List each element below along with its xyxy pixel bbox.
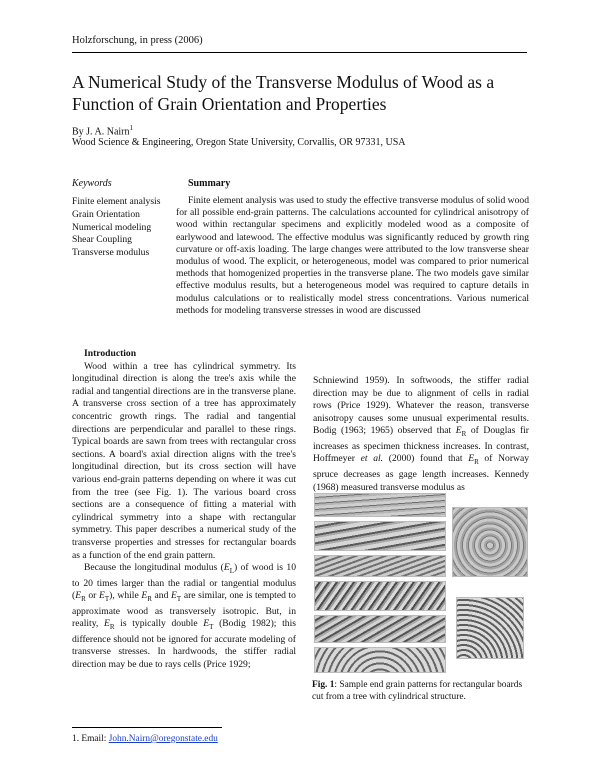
keywords-list xyxy=(72,196,160,260)
keyword-item: Finite element analysis xyxy=(72,196,161,207)
figure-1-caption xyxy=(312,680,530,703)
end-grain-sample-1 xyxy=(314,493,446,517)
subscript-T: T xyxy=(209,623,214,632)
subscript-T: T xyxy=(104,595,110,604)
symbol-E: E xyxy=(223,562,230,574)
symbol-E: E xyxy=(99,590,105,602)
email-link[interactable]: John.Nairn@oregonstate.edu xyxy=(108,734,218,744)
subscript-R: R xyxy=(147,595,152,604)
summary-text: Finite element analysis was used to study the effective transverse modulus of solid wood for all possible end-grain patterns. The calculations accounted for cylindrical anisotropy of wood within rectangular specimens and explicitly modeled wood as a composite of earlywood and latewood. The effective modulus was significantly reduced by growth ring curvature or off-axis loading. The large changes were attributed to the low transverse shear modulus of wood. The explicit, or heterogeneous, model was compared to prior numerical methods that homogenized properties in the transverse plane. The two models gave similar effective modulus results, but a heterogeneous model was required to capture details in modulus calculations or to realistically model stress concentrations. Various numerical methods for modeling transverse stresses in wood are discussed xyxy=(176,195,529,316)
introduction-heading: Introduction xyxy=(84,348,137,359)
end-grain-sample-2 xyxy=(314,521,446,551)
intro-paragraph-2-continued xyxy=(313,375,529,494)
footnote xyxy=(72,734,218,744)
intro-paragraph-1: Wood within a tree has cylindrical symmetry. Its longitudinal direction is along the tree's axis while the radial and tangential directions are in the transverse plane. A transverse cross section of a tree has approximately concentric growth rings. The radial and tangential directions are perpendicular and parallel to these rings. Typical boards are sawn from trees with rectangular cross sections. A board's axial direction aligns with the tree's longitudinal direction, but its cross section will have various end-grain patterns depending on where it was cut from the tree (see Fig. 1). The various board cross sections are a consequence of fitting a material with cylindrical symmetry into a shape with rectangular symmetry. This paper describes a numerical study of the transverse properties and stresses for rectangular boards as a function of the end grain pattern. xyxy=(72,360,296,561)
summary-heading: Summary xyxy=(188,178,231,189)
keyword-item: Shear Coupling xyxy=(72,234,132,246)
text-run: or xyxy=(85,590,100,602)
text-run: (Bodig 1982); this difference should not be ignored for accurate modeling of transverse stresses. In hardwoods, the stiffer radial direction may be due to rays cells (Price 1929; xyxy=(72,618,296,670)
author-footnote-mark: 1 xyxy=(129,124,133,132)
figure-label: Fig. 1 xyxy=(312,680,335,690)
subscript-R: R xyxy=(461,430,467,439)
text-run: is typically double xyxy=(114,618,204,630)
subscript-R: R xyxy=(109,623,115,632)
text-run: ) of wood is 10 to 20 times larger than the radial or tangential modulus ( xyxy=(72,562,297,602)
footnote-rule xyxy=(72,727,222,728)
text-run: (2000) found that xyxy=(383,453,469,465)
left-column xyxy=(72,348,296,672)
subscript-L: L xyxy=(229,567,234,575)
keyword-item: Grain Orientation xyxy=(72,208,140,220)
intro-paragraph-2 xyxy=(72,562,296,671)
symbol-E: E xyxy=(468,453,475,465)
text-run: of Norway spruce decreases as gage length increases. Kennedy (1968) measured transverse modulus as xyxy=(313,453,530,493)
text-run: Because the longitudinal modulus ( xyxy=(84,562,224,574)
end-grain-sample-6 xyxy=(314,647,446,673)
text-run: ), while xyxy=(109,590,142,602)
paper-title: A Numerical Study of the Transverse Modulus of Wood as a Function of Grain Orientation and Properties xyxy=(72,72,495,114)
subscript-T: T xyxy=(176,595,182,604)
symbol-E: E xyxy=(75,590,82,602)
keywords-heading: Keywords xyxy=(72,178,112,189)
symbol-E: E xyxy=(141,590,148,602)
figure-caption-text: : Sample end grain patterns for rectangular boards cut from a tree with cylindrical structure. xyxy=(312,680,523,702)
keyword-item: Transverse modulus xyxy=(72,247,150,259)
footnote-text: 1. Email: xyxy=(72,734,109,744)
figure-1-end-grain-samples xyxy=(312,491,530,676)
subscript-R: R xyxy=(81,595,86,604)
et-al: et al. xyxy=(360,453,384,465)
symbol-E: E xyxy=(103,618,110,630)
end-grain-sample-5 xyxy=(314,615,446,643)
journal-header: Holzforschung, in press (2006) xyxy=(72,35,203,46)
author-line xyxy=(72,124,133,137)
header-rule xyxy=(72,52,527,53)
right-column xyxy=(313,375,529,494)
symbol-E: E xyxy=(171,590,177,602)
end-grain-sample-3 xyxy=(314,555,446,577)
text-run: Schniewind 1959). In softwoods, the stiffer radial direction may be due to alignment of cells in radial rows (Price 1929). Whatever the reason, transverse anisotropy causes some unusual experimental results. Bodig (1963; 1965) observed that xyxy=(313,375,529,437)
end-grain-sample-7 xyxy=(452,507,528,577)
symbol-E: E xyxy=(455,425,462,437)
text-run: are similar, one is tempted to approximate wood as transversely isotropic. But, in reality, xyxy=(72,590,296,630)
keyword-item: Numerical modeling xyxy=(72,221,152,233)
text-run: of Douglas fir increases as specimen thickness increases. In contrast, Hoffmeyer xyxy=(313,425,529,465)
end-grain-sample-4 xyxy=(314,581,446,611)
subscript-R: R xyxy=(474,458,479,467)
affiliation: Wood Science & Engineering, Oregon State University, Corvallis, OR 97331, USA xyxy=(72,137,406,148)
end-grain-sample-8 xyxy=(456,597,524,659)
author-name: By J. A. Nairn xyxy=(72,126,130,138)
text-run: and xyxy=(151,590,172,602)
symbol-E: E xyxy=(203,618,210,630)
